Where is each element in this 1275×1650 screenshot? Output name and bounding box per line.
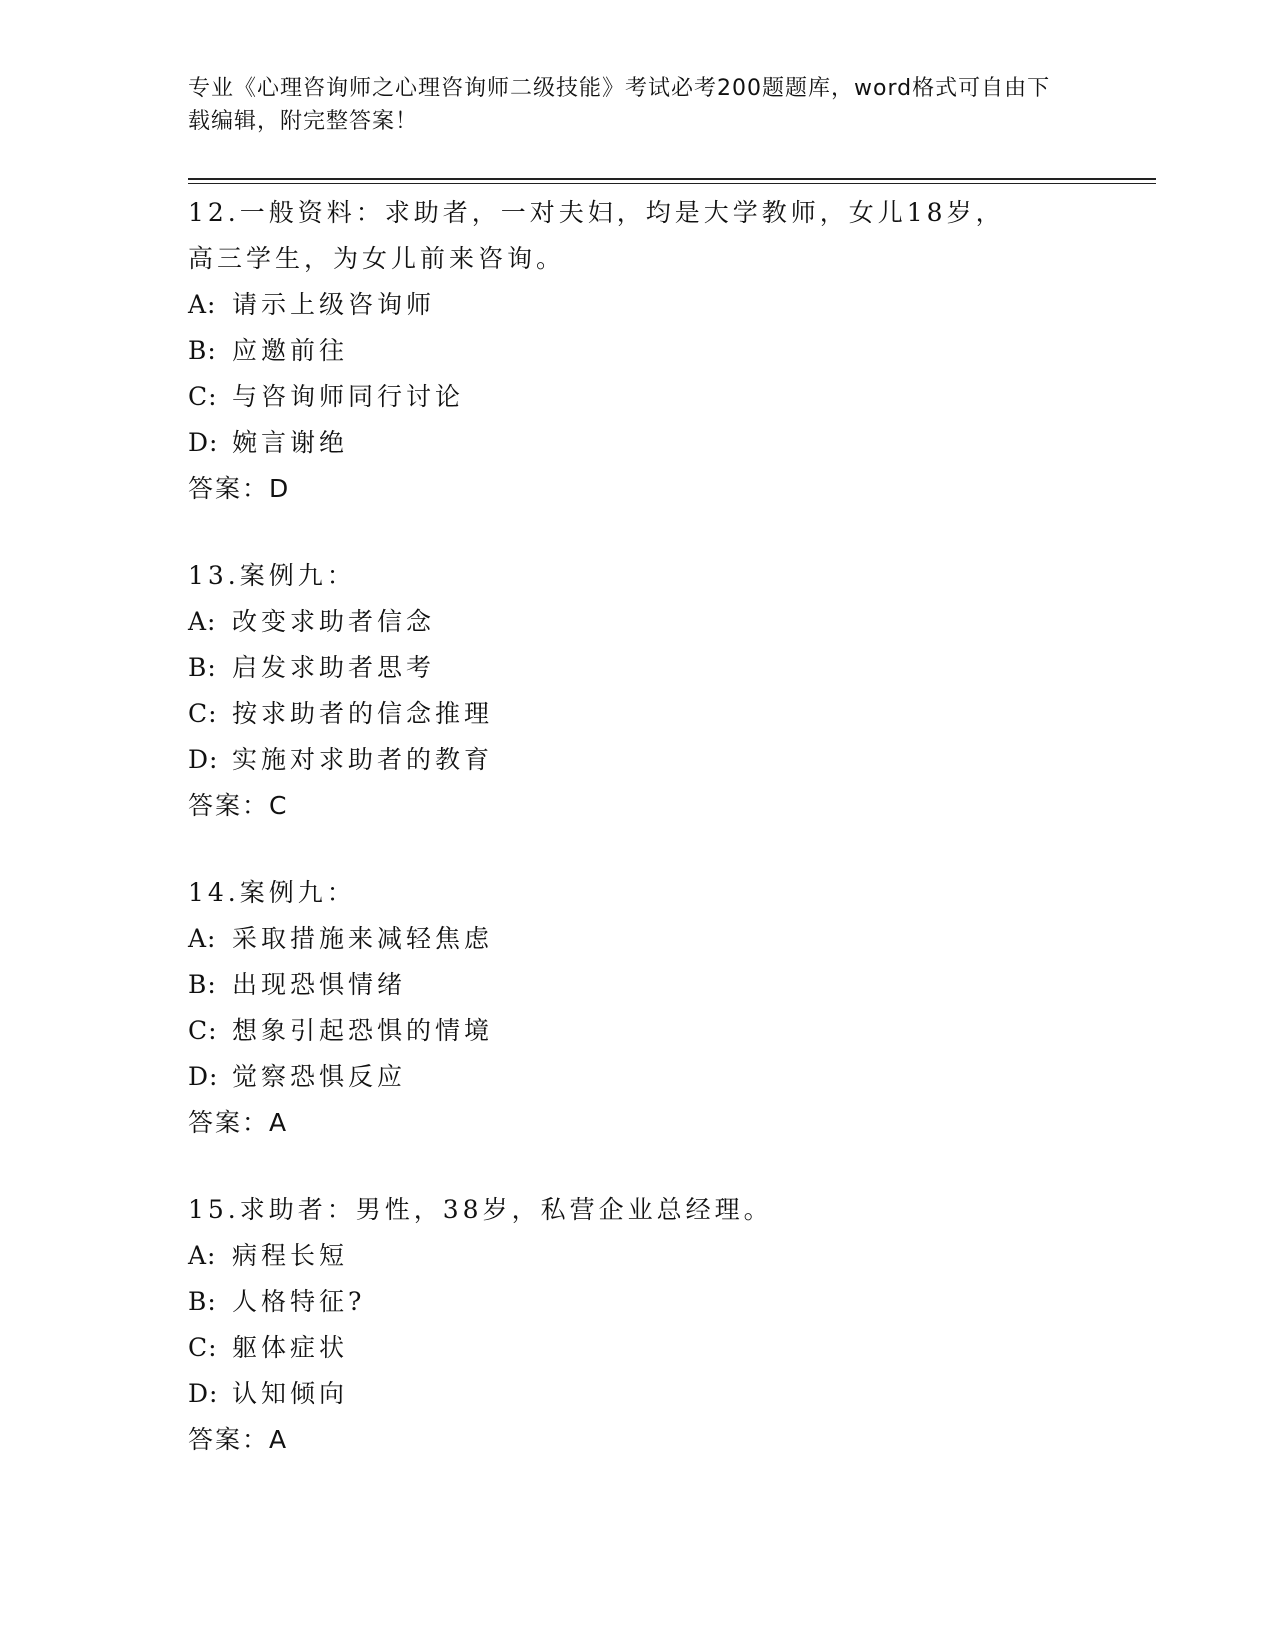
- option-letter: C:: [188, 1016, 218, 1045]
- question-12: [188, 190, 1088, 512]
- option-letter: D:: [188, 745, 219, 774]
- option-letter: D:: [188, 1379, 219, 1408]
- option-letter: B:: [188, 970, 217, 999]
- option-d: [188, 737, 1088, 783]
- option-text: 人格特征?: [232, 1287, 366, 1316]
- option-a: [188, 282, 1088, 328]
- question-stem: 15.求助者：男性，38岁，私营企业总经理。: [188, 1195, 773, 1224]
- option-letter: B:: [188, 336, 217, 365]
- option-letter: D:: [188, 428, 219, 457]
- option-letter: A:: [188, 290, 217, 319]
- option-c: [188, 1008, 1088, 1054]
- option-text: 出现恐惧情绪: [232, 970, 407, 999]
- option-text: 病程长短: [232, 1241, 349, 1270]
- option-d: [188, 420, 1088, 466]
- option-text: 实施对求助者的教育: [232, 745, 494, 774]
- answer-line: 答案：A: [188, 1108, 289, 1137]
- option-text: 请示上级咨询师: [232, 290, 436, 319]
- option-text: 觉察恐惧反应: [232, 1062, 407, 1091]
- option-c: [188, 1325, 1088, 1371]
- option-text: 认知倾向: [232, 1379, 349, 1408]
- option-text: 想象引起恐惧的情境: [232, 1016, 494, 1045]
- option-text: 启发求助者思考: [232, 653, 436, 682]
- question-15: [188, 1187, 1088, 1463]
- option-letter: C:: [188, 699, 218, 728]
- option-b: [188, 1279, 1088, 1325]
- option-d: [188, 1371, 1088, 1417]
- option-letter: C:: [188, 382, 218, 411]
- question-stem: 13.案例九：: [188, 561, 356, 590]
- answer-line: 答案：C: [188, 791, 289, 820]
- option-letter: C:: [188, 1333, 218, 1362]
- header-divider-thin: [188, 183, 1156, 184]
- option-c: [188, 374, 1088, 420]
- option-d: [188, 1054, 1088, 1100]
- option-letter: B:: [188, 653, 217, 682]
- option-b: [188, 645, 1088, 691]
- option-letter: D:: [188, 1062, 219, 1091]
- question-14: [188, 870, 1088, 1146]
- answer-line: 答案：D: [188, 474, 291, 503]
- document-header: 专业《心理咨询师之心理咨询师二级技能》考试必考200题题库，word格式可自由下载编辑，附完整答案！: [188, 76, 1051, 134]
- option-text: 按求助者的信念推理: [232, 699, 494, 728]
- option-text: 应邀前往: [232, 336, 349, 365]
- option-letter: B:: [188, 1287, 217, 1316]
- header-divider-thick: [188, 178, 1156, 180]
- option-letter: A:: [188, 607, 217, 636]
- option-text: 采取措施来减轻焦虑: [232, 924, 494, 953]
- option-a: [188, 916, 1088, 962]
- option-a: [188, 1233, 1088, 1279]
- answer-line: 答案：A: [188, 1425, 289, 1454]
- option-text: 婉言谢绝: [232, 428, 349, 457]
- option-a: [188, 599, 1088, 645]
- option-b: [188, 328, 1088, 374]
- question-13: [188, 553, 1088, 829]
- option-text: 躯体症状: [232, 1333, 349, 1362]
- question-list: [188, 190, 1088, 1504]
- option-text: 与咨询师同行讨论: [232, 382, 465, 411]
- option-letter: A:: [188, 1241, 217, 1270]
- option-b: [188, 962, 1088, 1008]
- option-text: 改变求助者信念: [232, 607, 436, 636]
- question-stem: 12.一般资料：求助者，一对夫妇，均是大学教师，女儿18岁，高三学生，为女儿前来咨询。: [188, 198, 1005, 273]
- option-c: [188, 691, 1088, 737]
- question-stem: 14.案例九：: [188, 878, 356, 907]
- option-letter: A:: [188, 924, 217, 953]
